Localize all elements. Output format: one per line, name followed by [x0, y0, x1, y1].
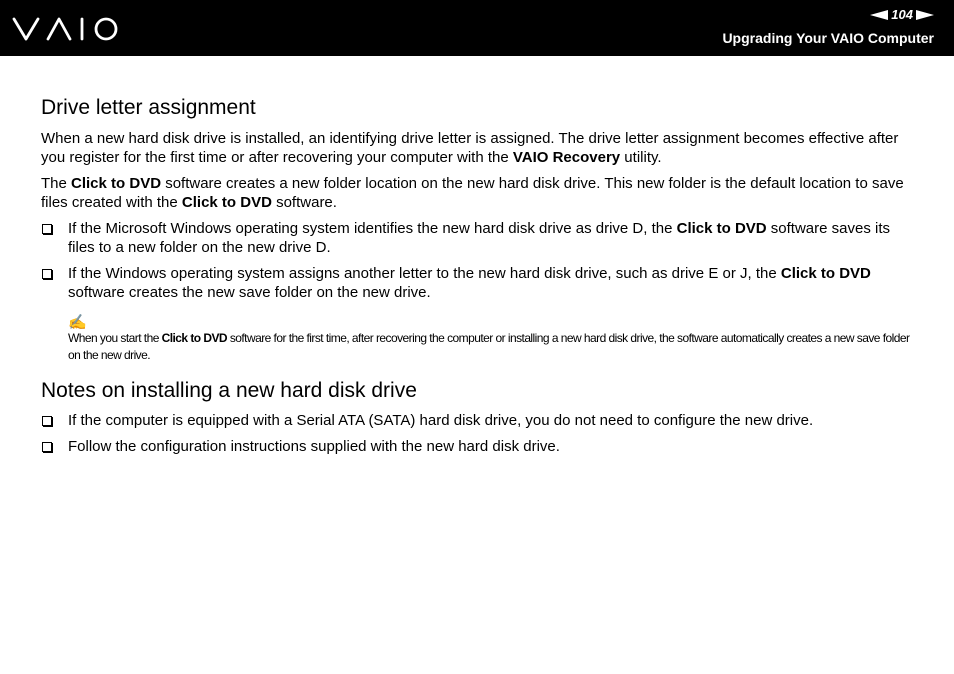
- list-item: If the Windows operating system assigns another letter to the new hard disk drive, such as drive E or J, the Click to DVD software creates the new save folder on the new drive.: [41, 264, 913, 302]
- drive-letter-paragraph: When a new hard disk drive is installed, an identifying drive letter is assigned. The drive letter assignment becomes effective after you register for the first time or after recovering your computer with the VAIO Recovery utility.: [41, 130, 899, 166]
- checkbox-bullet-icon: [42, 442, 52, 452]
- note-block: [68, 316, 913, 364]
- page-navigation: [870, 7, 934, 22]
- checkbox-bullet-icon: [42, 416, 52, 426]
- note-text: When you start the Click to DVD software for the first time, after recovering the computer or installing a new hard disk drive, the software automatically creates a new save folder on the new drive.: [68, 331, 910, 362]
- list-item: Follow the configuration instructions supplied with the new hard disk drive.: [41, 437, 913, 456]
- list-item: If the Microsoft Windows operating system identifies the new hard disk drive as drive D, the Click to DVD software saves its files to a new folder on the new drive D.: [41, 219, 913, 257]
- next-page-arrow-icon[interactable]: [916, 10, 934, 20]
- checkbox-bullet-icon: [42, 224, 52, 234]
- page-number: 104: [891, 7, 913, 22]
- note-pencil-icon: ✍: [68, 314, 87, 331]
- page-content: [41, 94, 913, 456]
- click-to-dvd-paragraph: The Click to DVD software creates a new folder location on the new hard disk drive. This new folder is the default location to save files created with the Click to DVD software.: [41, 175, 904, 211]
- section-title: Upgrading Your VAIO Computer: [722, 30, 934, 46]
- drive-letter-heading: Drive letter assignment: [41, 96, 256, 119]
- list-item: If the computer is equipped with a Serial ATA (SATA) hard disk drive, you do not need to configure the new drive.: [41, 411, 913, 430]
- vaio-logo: [12, 16, 122, 42]
- notes-install-heading: Notes on installing a new hard disk drive: [41, 379, 417, 402]
- page-header: [0, 0, 954, 56]
- checkbox-bullet-icon: [42, 269, 52, 279]
- previous-page-arrow-icon[interactable]: [870, 10, 888, 20]
